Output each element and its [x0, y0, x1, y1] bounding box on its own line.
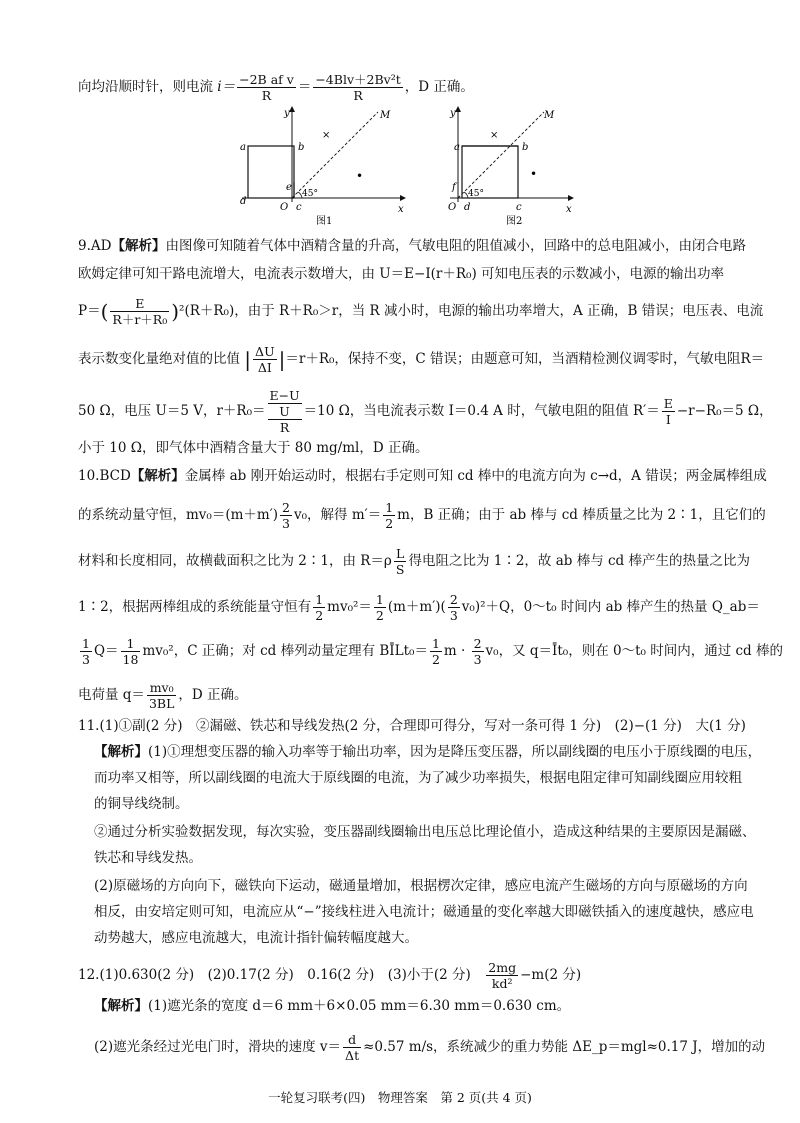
q10-line-1: 10.BCD【解析】金属棒 ab 刚开始运动时，根据右手定则可知 cd 棒中的电流方向为 c→d，A 错误；两金属棒组成: [78, 468, 767, 484]
fig2-y-label: y: [450, 108, 456, 119]
fraction: $\frac{\text{−2B af v}}{R}$: [239, 72, 294, 103]
svg-text:d: d: [464, 202, 471, 213]
top-formula-line: 向均沿顺时针，则电流 i＝ $\frac{\text{−2B af v}}{R}$ ＝ $\frac{\text{−4Blv＋2Bv²t}}{R}$ ，D 正确。: [78, 72, 474, 103]
q11-line-7: (2)原磁场的方向向下，磁铁向下运动，磁通量增加，根据楞次定律，感应电流产生磁场的方向与原磁场的方向: [94, 878, 748, 894]
q9-line-5: 50 Ω，电压 U＝5 V，r＋R₀＝ E−U U R ＝10 Ω，当电流表示数 I＝0.4 A 时，气敏电阻的阻值 R′＝ $\frac{E}{I}$ −r−R₀＝5 Ω，: [78, 388, 773, 435]
q10-line-5: $\frac{1}{3}$ Q＝ $\frac{1}{18}$ mv₀²，C 正确；对 cd 棒列动量定理有 BĪLt₀＝ $\frac{1}{2}$ m · $\frac{2}{3}$ v₀，又 q＝Īt₀，则在 0～t₀ 时间内，通过 cd 棒的: [82, 636, 783, 667]
svg-text:×: ×: [490, 130, 499, 141]
q11-line-3: 而功率又相等，所以副线圈的电流大于原线圈的电流，为了减少功率损失，根据电阻定律可知副线圈应用较粗: [94, 770, 742, 786]
svg-text:b: b: [522, 142, 529, 153]
svg-text:45°: 45°: [302, 189, 318, 199]
svg-text:a: a: [454, 142, 460, 153]
svg-text:c: c: [516, 202, 522, 213]
svg-text:•: •: [530, 167, 538, 181]
q11-line-6: 铁芯和导线发热。: [94, 850, 202, 866]
fig1-M-label: M: [380, 110, 391, 121]
q11-line-8: 相反，由安培定则可知，电流应从“−”接线柱进入电流计；磁通量的变化率越大即磁铁插入的速度越快，感应电: [94, 904, 754, 920]
svg-text:O: O: [448, 202, 457, 213]
q9-line-3: P＝( $\frac{E}{\text{R＋r＋R₀}}$ )²(R＋R₀)，由于 R＋R₀＞r，当 R 减小时，电源的输出功率增大，A 正确，B 错误；电压表、电流: [78, 296, 764, 327]
fig1-x-label: x: [398, 204, 404, 215]
q11-answer: 11.(1)①副(2 分) ②漏磁、铁芯和导线发热(2 分，合理即可得分，写对一条可得 1 分) (2)−(1 分) 大(1 分): [78, 718, 746, 734]
fig2-caption: 图2: [506, 216, 523, 227]
q11-line-5: ②通过分析实验数据发现，每次实验，变压器副线圈输出电压总比理论值小，造成这种结果的主要原因是漏磁、: [94, 824, 756, 840]
q11-line-4: 的铜导线绕制。: [94, 796, 189, 812]
svg-text:d: d: [240, 196, 247, 207]
svg-text:b: b: [298, 142, 305, 153]
q11-line-9: 动势越大，感应电流越大，电流计指针偏转幅度越大。: [94, 930, 418, 946]
svg-text:45°: 45°: [468, 189, 484, 199]
q9-line-6: 小于 10 Ω，即气体中酒精含量大于 80 mg/ml，D 正确。: [78, 440, 429, 456]
q11-line-2: 【解析】(1)①理想变压器的输入功率等于输出功率，因为是降压变压器，所以副线圈的电压小于原线圈的电压，: [94, 744, 762, 760]
q10-line-6: 电荷量 q＝ $\frac{\text{mv₀}}{3BL}$ ，D 正确。: [78, 680, 248, 711]
q12-answer: 12.(1)0.630(2 分) (2)0.17(2 分) 0.16(2 分) (3)小于(2 分) $\frac{2mg}{\text{kd²}}$ −m(2 分): [78, 960, 582, 991]
figure-1: [232, 104, 422, 228]
fig2-M-label: M: [544, 110, 555, 121]
svg-text:a: a: [240, 142, 246, 153]
q10-line-4: 1∶2，根据两棒组成的系统能量守恒有 $\frac{1}{2}$ mv₀²＝ $\frac{1}{2}$ (m＋m′)( $\frac{2}{3}$ v₀)²＋Q，0～t₀ 时间内 ab 棒产生的热量 Q_ab＝: [78, 592, 760, 623]
q12-line-3: (2)遮光条经过光电门时，滑块的速度 v＝ $\frac{d}{\Delta t}$ ≈0.57 m/s，系统减少的重力势能 ΔE_p＝mgl≈0.17 J，增加的动: [94, 1032, 766, 1063]
fig1-y-label: y: [284, 108, 290, 119]
svg-text:×: ×: [322, 130, 331, 141]
svg-text:c: c: [296, 202, 302, 213]
fig1-caption: 图1: [316, 216, 333, 227]
q9-line-1: 9.AD【解析】由图像可知随着气体中酒精含量的升高，气敏电阻的阻值减小，回路中的总电阻减小，由闭合电路: [78, 238, 746, 254]
svg-text:•: •: [356, 169, 364, 183]
fig2-x-label: x: [566, 204, 572, 215]
q12-line-2: 【解析】(1)遮光条的宽度 d＝6 mm＋6×0.05 mm＝6.30 mm＝0.630 cm。: [94, 998, 571, 1014]
figure-2: [440, 104, 590, 228]
svg-text:f: f: [452, 182, 456, 193]
fraction: $\frac{\text{−4Blv＋2Bv²t}}{R}$: [315, 72, 401, 103]
q9-line-4: 表示数变化量绝对值的比值 | $\frac{\Delta U}{\Delta I}$ |＝r＋R₀，保持不变，C 错误；由题意可知，当酒精检测仪调零时，气敏电阻R＝: [78, 344, 765, 375]
q10-line-2: 的系统动量守恒，mv₀＝(m＋m′) $\frac{2}{3}$ v₀，解得 m′＝ $\frac{1}{2}$ m，B 正确；由于 ab 棒与 cd 棒质量之比为 2∶1，且它们的: [78, 500, 766, 531]
page-footer: 一轮复习联考(四) 物理答案 第 2 页(共 4 页): [268, 1090, 532, 1105]
q9-line-2: 欧姆定律可知干路电流增大，电流表示数增大，由 U＝E−I(r＋R₀) 可知电压表的示数减小，电源的输出功率: [78, 266, 725, 282]
svg-text:O: O: [280, 202, 289, 213]
svg-text:e: e: [286, 182, 292, 193]
q10-line-3: 材料和长度相同，故横截面积之比为 2∶1，由 R＝ρ $\frac{L}{S}$ 得电阻之比为 1∶2，故 ab 棒与 cd 棒产生的热量之比为: [78, 546, 750, 577]
